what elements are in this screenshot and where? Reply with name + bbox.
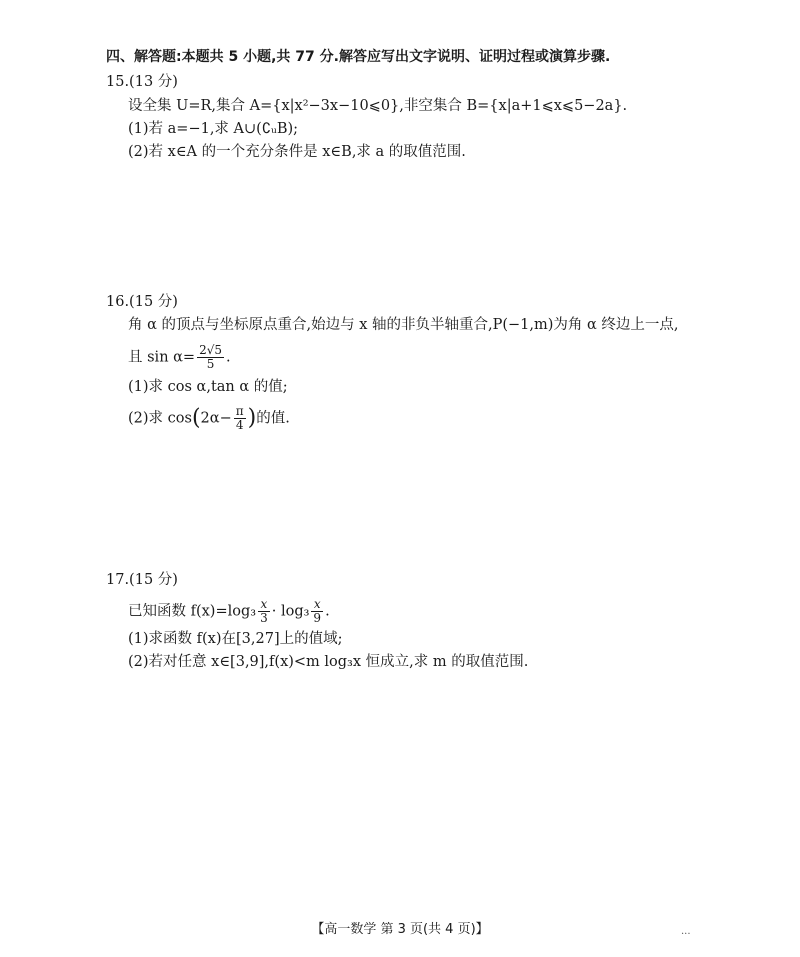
cos-arg-fraction <box>234 405 246 432</box>
cos-label: (2)求 cos <box>128 410 192 427</box>
problem-16-number: 16.(15 分) <box>106 294 178 310</box>
function-def-middle: · log₃ <box>271 603 310 620</box>
problem-17-number: 17.(15 分) <box>106 572 178 588</box>
frac1-denominator: 3 <box>260 611 268 625</box>
cos-arg-denominator: 4 <box>235 418 244 432</box>
function-def-end: . <box>325 603 330 620</box>
problem-17-statement <box>128 598 330 625</box>
cos-suffix: 的值. <box>256 410 290 427</box>
problem-15-part-1: (1)若 a=−1,求 A∪(∁ᵤB); <box>128 121 299 137</box>
cos-arg-prefix: 2α− <box>200 410 232 427</box>
frac1-numerator: x <box>258 598 270 612</box>
section-heading: 四、解答题:本题共 5 小题,共 77 分.解答应写出文字说明、证明过程或演算步骤. <box>106 49 611 65</box>
problem-16-statement: 角 α 的顶点与坐标原点重合,始边与 x 轴的非负半轴重合,P(−1,m)为角 α 终边上一点, <box>128 317 679 333</box>
log-fraction-2 <box>311 598 323 625</box>
problem-16-part-1: (1)求 cos α,tan α 的值; <box>128 379 288 395</box>
problem-15-statement: 设全集 U=R,集合 A={x|x²−3x−10⩽0},非空集合 B={x|a+1⩽x⩽5−2a}. <box>128 98 628 114</box>
sin-fraction <box>197 344 224 371</box>
problem-16-part-2: (2)求 cos(2α− $\frac{\pi}{4}$ )的值. <box>128 404 290 432</box>
cos-arg-numerator: π <box>235 404 244 418</box>
sin-numerator: 2√5 <box>199 343 222 357</box>
problem-17-part-2: (2)若对任意 x∈[3,9],f(x)<m log₃x 恒成立,求 m 的取值范围. <box>128 654 529 670</box>
page-footer: 【高一数学 第 3 页(共 4 页)】 <box>311 922 489 937</box>
problem-17-part-1: (1)求函数 f(x)在[3,27]上的值域; <box>128 631 343 647</box>
sin-denominator: 5 <box>206 357 215 371</box>
problem-16-condition: 且 sin α= $\frac{2√5}{5}$ . <box>128 343 231 371</box>
problem-15-number: 15.(13 分) <box>106 74 178 90</box>
frac2-denominator: 9 <box>313 611 322 625</box>
problem-15-part-2: (2)若 x∈A 的一个充分条件是 x∈B,求 a 的取值范围. <box>128 144 466 160</box>
function-def-start: 已知函数 f(x)=log₃ <box>128 603 257 620</box>
corner-mark: ... <box>681 926 691 937</box>
frac2-numerator: x <box>311 598 323 612</box>
sin-label: 且 sin α= <box>128 349 196 366</box>
log-fraction-1 <box>258 598 270 625</box>
